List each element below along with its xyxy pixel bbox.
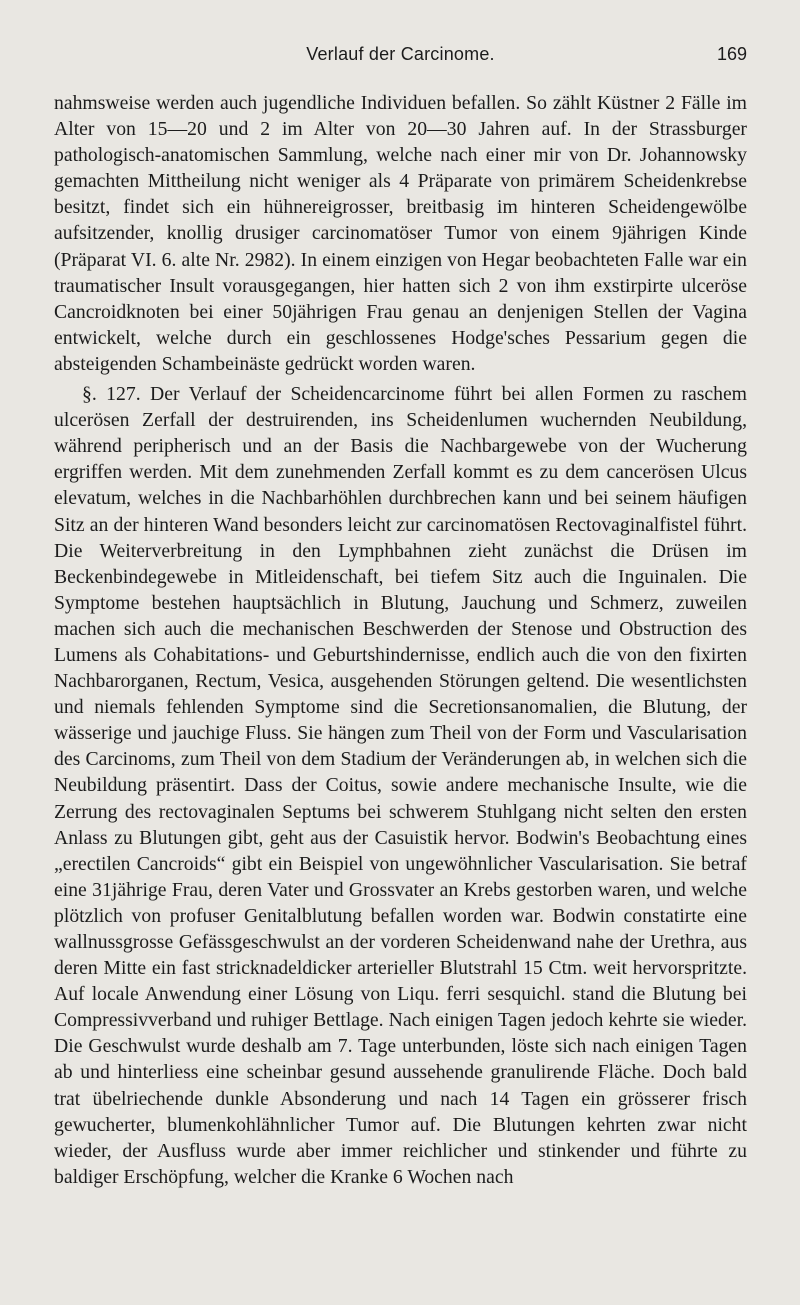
running-title: Verlauf der Carcinome. xyxy=(306,44,495,64)
running-head xyxy=(54,0,747,82)
paragraph-continuation: nahmsweise werden auch jugendliche Individuen befallen. So zählt Küstner 2 Fälle im Alter von 15—20 und 2 im Alter von 20—30 Jahren auf. In der Strassburger pathologisch-anatomischen Sammlung, welche nach einer mir von Dr. Johannowsky gemachten Mittheilung nicht weniger als 4 Präparate von primärem Scheidenkrebse besitzt, findet sich ein hühnereigrosser, breitbasig im hinteren Scheidengewölbe aufsitzender, knollig drusiger carcinomatöser Tumor von einem 9jährigen Kinde (Präparat VI. 6. alte Nr. 2982). In einem einzigen von Hegar beobachteten Falle war ein traumatischer Insult vorausgegangen, hier hatten sich 2 von ihm exstirpirte ulceröse Cancroidknoten bei einer 50jährigen Frau genau an denjenigen Stellen der Vagina entwickelt, welche durch ein geschlossenes Hodge'sches Pessarium gegen die absteigenden Schambeinäste gedrückt worden waren. xyxy=(54,92,747,375)
page-number: 169 xyxy=(716,44,747,64)
paragraph-section-127: §. 127. Der Verlauf der Scheidencarcinome führt bei allen Formen zu raschem ulcerösen Zerfall der destruirenden, ins Scheidenlumen wuchernden Neubildung, während peripherisch und an der Basis die Nachbargewebe von der Wucherung ergriffen werden. Mit dem zunehmenden Zerfall kommt es zu dem cancerösen Ulcus elevatum, welches in die Nachbarhöhlen durchbrechen kann und bei seinem häufigen Sitz an der hinteren Wand besonders leicht zur carcinomatösen Rectovaginalfistel führt. Die Weiterverbreitung in den Lymphbahnen zieht zunächst die Drüsen im Beckenbindegewebe in Mitleidenschaft, bei tiefem Sitz auch die Inguinalen. Die Symptome bestehen hauptsächlich in Blutung, Jauchung und Schmerz, zuweilen machen sich auch die mechanischen Beschwerden der Stenose und Obstruction des Lumens als Cohabitations- und Geburtshindernisse, endlich auch die von den fixirten Nachbarorganen, Rectum, Vesica, ausgehenden Störungen geltend. Die wesentlichsten und niemals fehlenden Symptome sind die Secretionsanomalien, die Blutung, der wässerige und jauchige Fluss. Sie hängen zum Theil von der Form und Vascularisation des Carcinoms, zum Theil von dem Stadium der Veränderungen ab, in welchen sich die Neubildung präsentirt. Dass der Coitus, sowie andere mechanische Insulte, wie die Zerrung des rectovaginalen Septums bei schwerem Stuhlgang nicht selten den ersten Anlass zu Blutungen gibt, geht aus der Casuistik hervor. Bodwin's Beobachtung eines „erectilen Cancroids“ gibt ein Beispiel von ungewöhnlicher Vascularisation. Sie betraf eine 31jährige Frau, deren Vater und Grossvater an Krebs gestorben waren, und welche plötzlich von profuser Genitalblutung befallen worden war. Bodwin constatirte eine wallnussgrosse Gefässgeschwulst an der vorderen Scheidenwand nahe der Urethra, aus deren Mitte ein fast stricknadeldicker arterieller Blutstrahl 15 Ctm. weit hervorspritzte. Auf locale Anwendung einer Lösung von Liqu. ferri sesquichl. stand die Blutung bei Compressivverband und ruhiger Bettlage. Nach einigen Tagen jedoch kehrte sie wieder. Die Geschwulst wurde deshalb am 7. Tage unterbunden, löste sich nach einigen Tagen ab und hinterliess eine scheinbar gesund aussehende granulirende Fläche. Doch bald trat übelriechende dunkle Absonderung und nach 14 Tagen ein grösserer frisch gewucherter, blumenkohlähnlicher Tumor auf. Die Blutungen kehrten zwar nicht wieder, der Ausfluss wurde aber immer reichlicher und stinkender und führte zu baldiger Erschöpfung, welcher die Kranke 6 Wochen nach xyxy=(54,383,747,1188)
body-text xyxy=(54,90,747,1190)
